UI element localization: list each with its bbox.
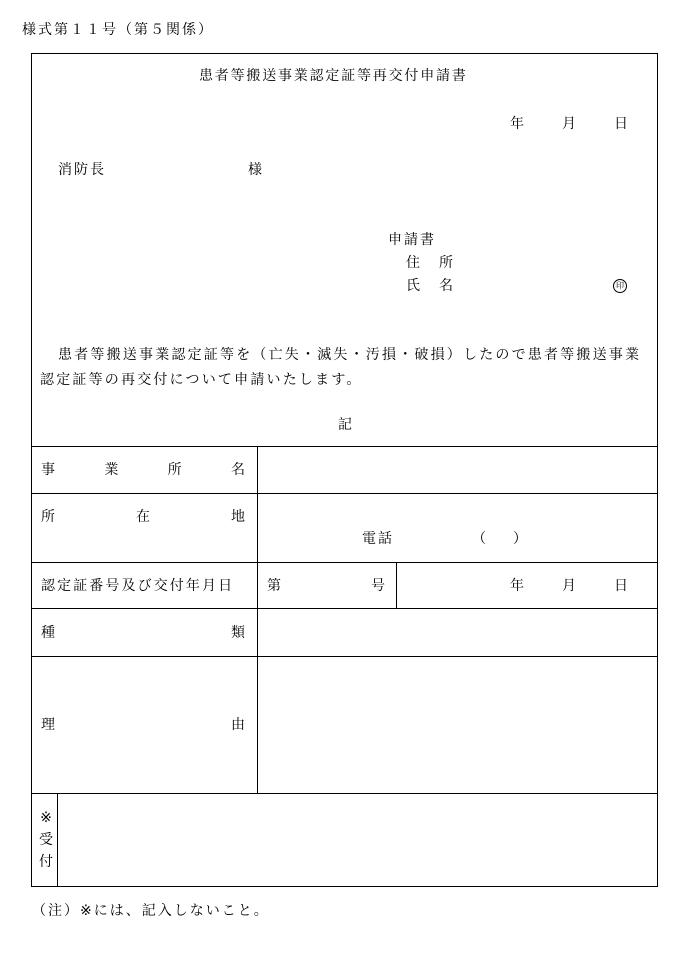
cert-date-rule (396, 562, 397, 608)
kind-field[interactable] (259, 610, 657, 655)
cert-no-suffix: 号 (371, 578, 387, 594)
office-name-field[interactable] (259, 448, 657, 492)
row-rule-4 (31, 656, 658, 657)
label-column-rule (257, 446, 258, 793)
receipt-column-rule (57, 793, 58, 887)
office-name-label: 事 業 所 名 (41, 462, 245, 478)
form-title: 患者等搬送事業認定証等再交付申請書 (199, 68, 468, 84)
cert-month-label: 月 (562, 578, 578, 594)
cert-label: 認定証番号及び交付年月日 (41, 578, 235, 594)
form-number: 様式第１１号（第５関係） (22, 22, 214, 38)
footnote: （注）※には、記入しないこと。 (32, 903, 270, 919)
location-label: 所 在 地 (41, 509, 245, 525)
address-label-2: 所 (439, 255, 455, 271)
addressee-label: 消防長 (58, 162, 106, 178)
cert-date-field[interactable] (399, 566, 503, 604)
cert-no-prefix: 第 (267, 578, 283, 594)
row-rule-3 (31, 608, 658, 609)
date-day-label: 日 (614, 116, 630, 132)
phone-label: 電話 (362, 531, 394, 547)
location-field[interactable] (259, 495, 657, 525)
table-top-rule (31, 446, 658, 447)
name-label-1: 氏 (406, 278, 422, 294)
phone-close-paren: ） (513, 531, 529, 547)
date-year-label: 年 (510, 116, 526, 132)
applicant-heading: 申請書 (388, 232, 436, 248)
row-rule-1 (31, 493, 658, 494)
receipt-label: ※ 受 付 (39, 810, 53, 870)
seal-mark: 印 (613, 279, 627, 293)
cert-number-field[interactable] (285, 566, 365, 604)
address-label-1: 住 (406, 255, 422, 271)
receipt-area (59, 795, 657, 885)
cert-year-label: 年 (510, 578, 526, 594)
name-label-2: 名 (439, 278, 455, 294)
addressee-honorific: 様 (248, 162, 264, 178)
date-month-label: 月 (562, 116, 578, 132)
ki-label: 記 (338, 417, 354, 433)
reason-field[interactable] (259, 658, 657, 792)
row-rule-2 (31, 562, 658, 563)
cert-day-label: 日 (614, 578, 630, 594)
phone-open-paren: （ (472, 531, 488, 547)
kind-label: 種 類 (41, 625, 245, 641)
request-body-text: 患者等搬送事業認定証等を（亡失・滅失・汚損・破損）したので患者等搬送事業認定証等の再交付について申請いたします。 (40, 347, 642, 388)
reason-label: 理 由 (41, 717, 245, 733)
row-rule-5 (31, 793, 658, 794)
